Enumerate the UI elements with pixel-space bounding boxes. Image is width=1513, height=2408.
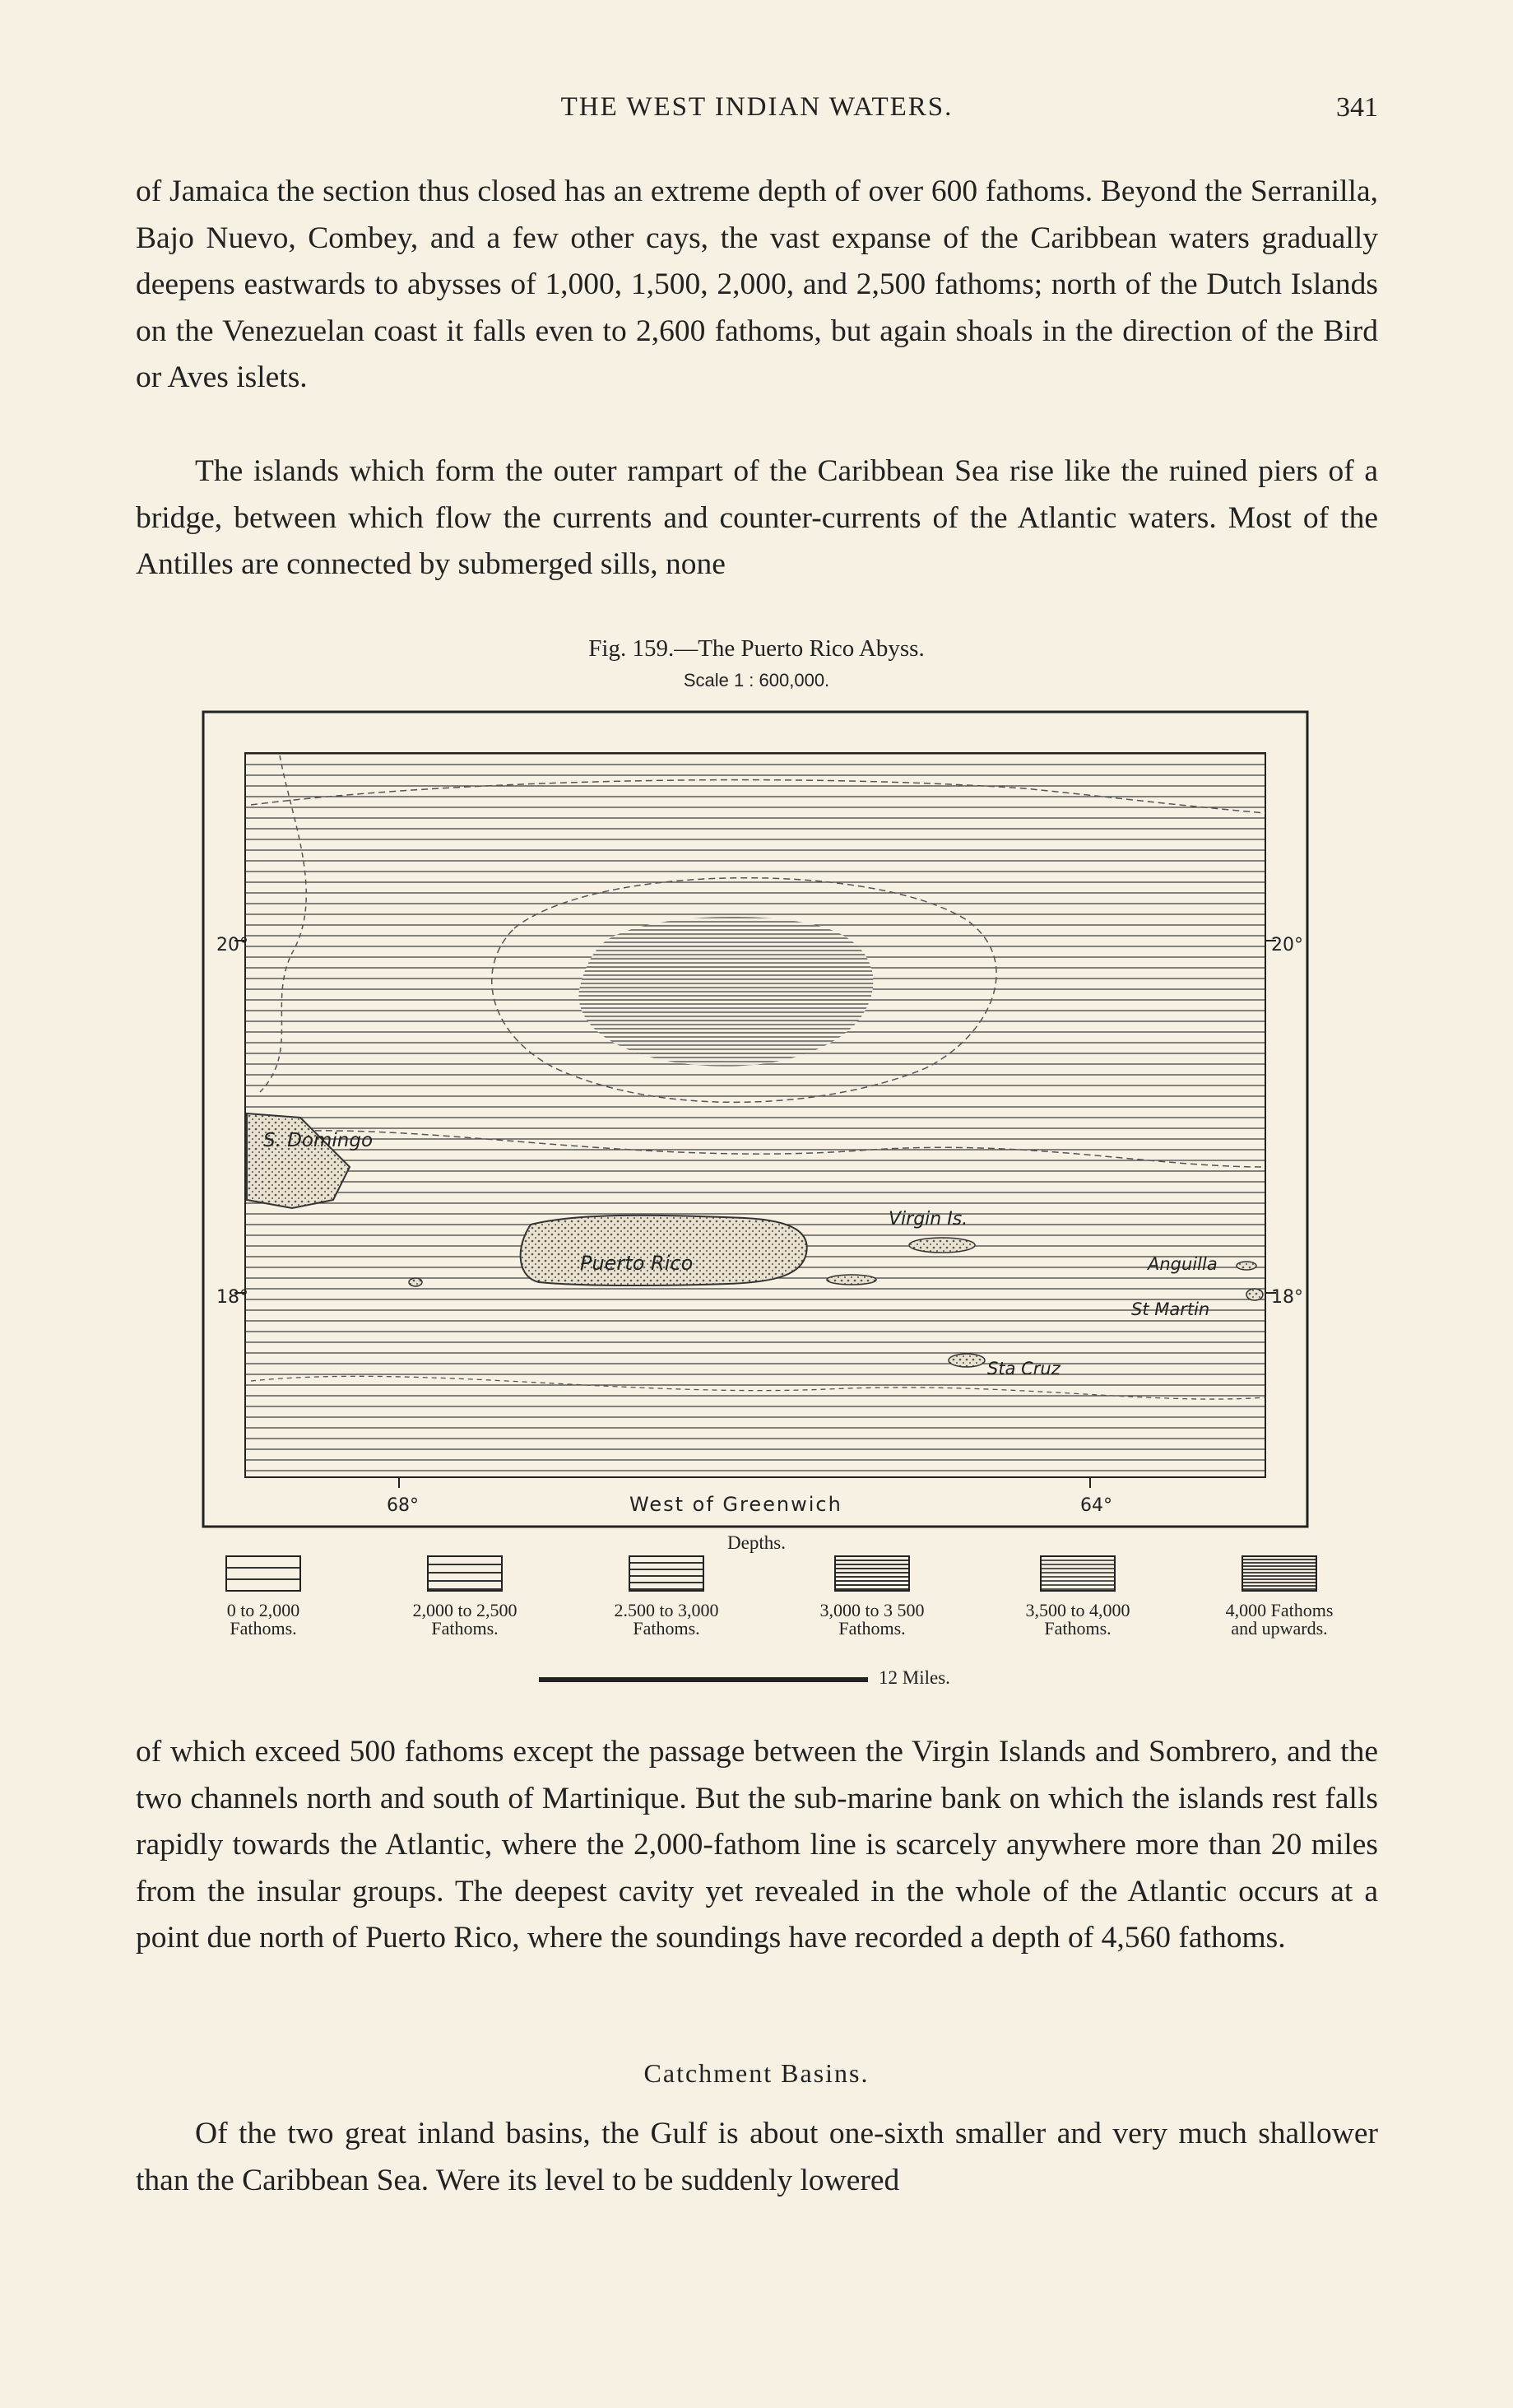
puerto-rico-label: Puerto Rico — [580, 1252, 694, 1275]
legend-swatch — [834, 1555, 910, 1592]
legend-unit: Fathoms. — [431, 1618, 499, 1639]
mona-island — [409, 1278, 422, 1286]
legend-item-2500-3000 — [576, 1555, 757, 1638]
virgin-islands-label: Virgin Is. — [889, 1209, 968, 1230]
scale-bar — [539, 1677, 868, 1682]
legend-range: 2.500 to 3,000 — [614, 1600, 719, 1620]
legend-swatch — [427, 1555, 503, 1592]
virgin-islands-land — [909, 1238, 975, 1253]
legend-unit: Fathoms. — [1044, 1618, 1112, 1639]
page-number: 341 — [1336, 92, 1378, 123]
lon-68-label: 68° — [387, 1495, 419, 1516]
legend-swatch — [1040, 1555, 1116, 1592]
depth-legend — [173, 1555, 1382, 1654]
legend-item-3000-3500 — [782, 1555, 963, 1638]
legend-swatch — [629, 1555, 704, 1592]
legend-label — [576, 1601, 757, 1638]
st-martin-land — [1246, 1289, 1263, 1300]
anguilla-land — [1237, 1262, 1256, 1270]
lat-20-label-left: 20° — [216, 935, 248, 955]
legend-item-2000-2500 — [374, 1555, 555, 1638]
vieques-island — [827, 1275, 876, 1285]
legend-swatch — [1241, 1555, 1317, 1592]
santa-cruz-label: Sta Cruz — [987, 1359, 1060, 1378]
legend-item-3500-4000 — [987, 1555, 1168, 1638]
legend-range: 4,000 Fathoms — [1225, 1600, 1334, 1620]
lat-20-label-right: 20° — [1271, 935, 1303, 955]
lon-64-label: 64° — [1080, 1495, 1112, 1516]
scale-bar-label: 12 Miles. — [879, 1667, 950, 1688]
legend-label — [173, 1601, 354, 1638]
legend-unit: and upwards. — [1231, 1618, 1328, 1639]
puerto-rico-abyss-map — [202, 706, 1312, 1529]
running-title: THE WEST INDIAN WATERS. — [560, 92, 954, 122]
figure-caption: Fig. 159.—The Puerto Rico Abyss. — [588, 635, 925, 662]
running-head — [136, 92, 1378, 133]
depths-legend-title: Depths. — [727, 1532, 786, 1553]
map-inner-frame — [245, 753, 1265, 1477]
santo-domingo-label: S. Domingo — [263, 1130, 374, 1151]
legend-unit: Fathoms. — [838, 1618, 906, 1639]
paragraph-1: of Jamaica the section thus closed has an extreme depth of over 600 fathoms. Beyond the Serranilla, Bajo Nuevo, Combey, and a few other cays, the vast expanse of the Caribbean waters gradually deepens eastwards to abysses of 1,000, 1,500, 2,000, and 2,500 fathoms; north of the Dutch Islands on the Venezuelan coast it falls even to 2,600 fathoms, but again shoals in the direction of the Bird or Aves islets. — [136, 174, 1378, 394]
legend-label — [1189, 1601, 1370, 1638]
st-martin-label: St Martin — [1131, 1299, 1210, 1319]
paragraph-2: The islands which form the outer rampart of the Caribbean Sea rise like the ruined piers of a bridge, between which flow the currents and counter-currents of the Atlantic waters. Most of the Antilles are connected by submerged sills, none — [136, 454, 1378, 581]
figure-scale: Scale 1 : 600,000. — [683, 670, 830, 690]
legend-range: 2,000 to 2,500 — [412, 1600, 517, 1620]
legend-item-4000-up — [1189, 1555, 1370, 1638]
section-heading: Catchment Basins. — [643, 2058, 870, 2088]
west-of-greenwich-label: West of Greenwich — [629, 1493, 842, 1516]
legend-item-0-2000 — [173, 1555, 354, 1638]
lat-18-label-left: 18° — [216, 1287, 248, 1308]
legend-range: 3,000 to 3 500 — [819, 1600, 925, 1620]
anguilla-label: Anguilla — [1148, 1254, 1218, 1274]
legend-range: 0 to 2,000 — [226, 1600, 300, 1620]
legend-label — [782, 1601, 963, 1638]
legend-unit: Fathoms. — [633, 1618, 700, 1639]
paragraph-4: Of the two great inland basins, the Gulf is about one-sixth smaller and very much shallower than the Caribbean Sea. Were its level to be suddenly lowered — [136, 2117, 1378, 2197]
lat-18-label-right: 18° — [1271, 1287, 1303, 1308]
legend-range: 3,500 to 4,000 — [1025, 1600, 1130, 1620]
legend-unit: Fathoms. — [230, 1618, 297, 1639]
santa-cruz-land — [949, 1354, 985, 1367]
legend-swatch — [225, 1555, 301, 1592]
legend-label — [987, 1601, 1168, 1638]
puerto-rico-land — [521, 1216, 807, 1285]
paragraph-3: of which exceed 500 fathoms except the passage between the Virgin Islands and Sombrero, and the two channels north and south of Martinique. But the sub-marine bank on which the islands rest falls rapidly towards the Atlantic, where the 2,000-fathom line is scarcely anywhere more than 20 miles from the insular groups. The deepest cavity yet revealed in the whole of the Atlantic occurs at a point due north of Puerto Rico, where the soundings have recorded a depth of 4,560 fathoms. — [136, 1735, 1378, 1955]
legend-label — [374, 1601, 555, 1638]
